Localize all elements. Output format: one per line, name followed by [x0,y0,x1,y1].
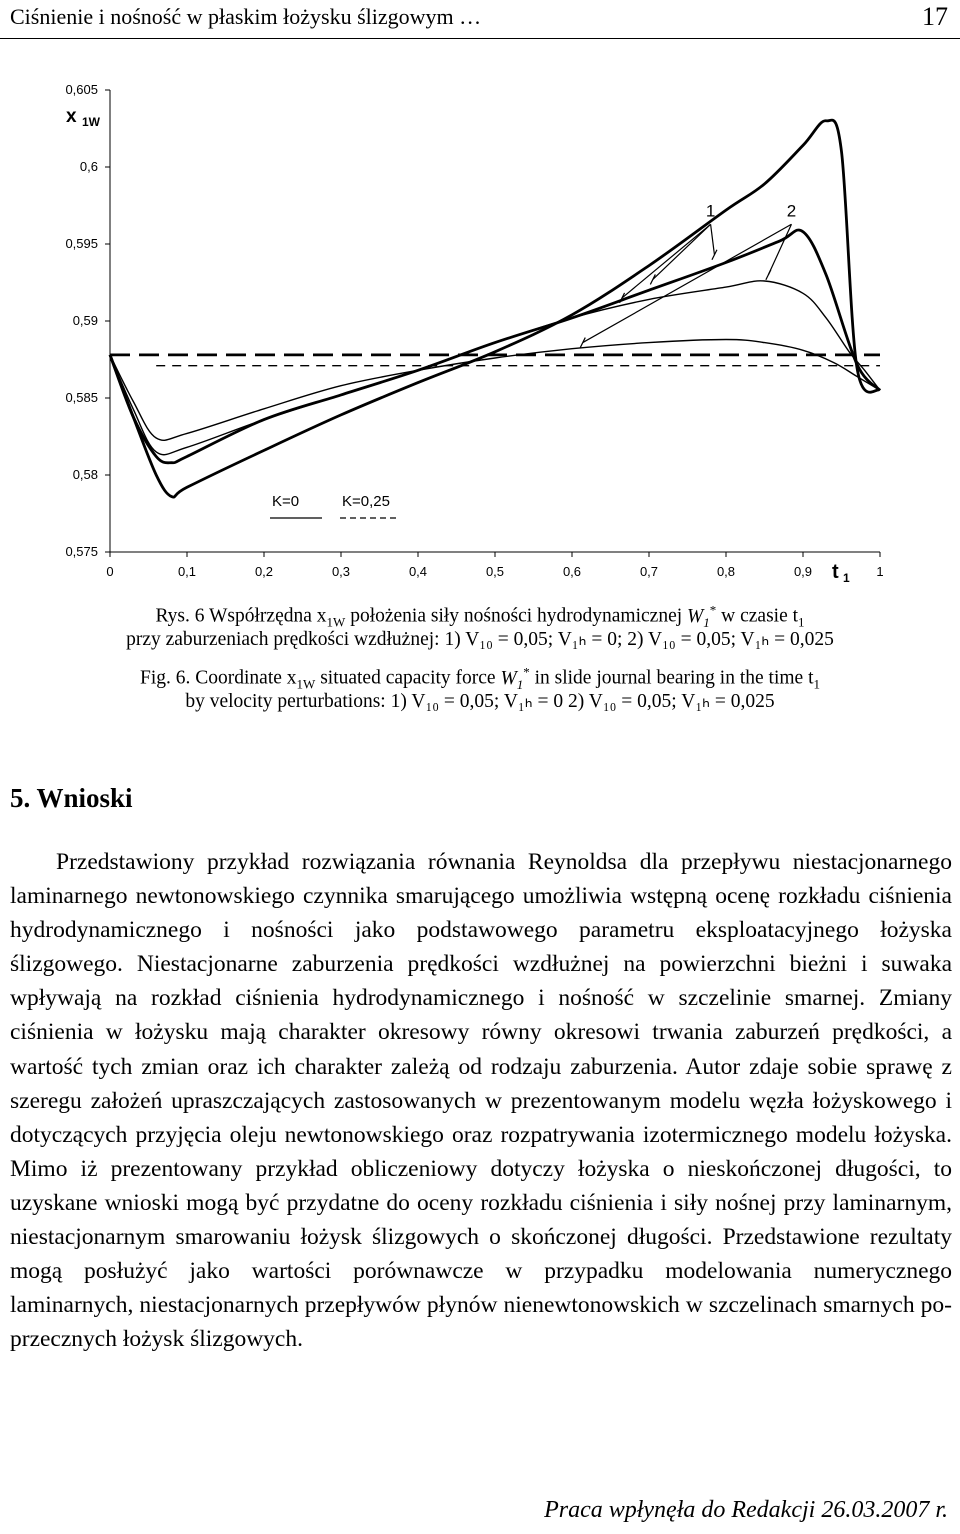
chart-leaders [580,224,791,347]
series-line-3 [110,281,880,455]
chart-labels [66,106,850,585]
caption-pl-sub: 1W [326,614,346,630]
series-line-1 [110,120,880,497]
x-tick-label: 0,2 [254,564,274,579]
x-tick-label: 0,9 [793,564,813,579]
caption-pl-text: Rys. 6 Współrzędna x [155,605,327,627]
force-symbol-sup: * [523,664,530,679]
x-tick-label: 0,3 [331,564,351,579]
leader-line [768,224,791,275]
caption-pl-line-2: przy zaburzeniach prędkości wzdłużnej: 1) V₁₀ = 0,05; V₁ₕ = 0; 2) V₁₀ = 0,05; V₁ₕ = 0,025 [126,629,834,650]
leader-line [583,224,792,342]
force-symbol-sub: 1 [516,676,524,692]
caption-pl-text: położenia siły nośności hydrodynamicznej [345,605,688,627]
y-axis-label: x [66,106,77,127]
x-tick-label: 0,4 [408,564,428,579]
y-tick-label: 0,6 [79,159,98,174]
caption-en-sub: 1 [813,676,820,692]
caption-en-text: situated capacity force [315,667,501,689]
caption-pl-sub: 1 [798,614,805,630]
section-heading: 5. Wnioski [10,783,133,813]
x-tick-label: 0,7 [639,564,659,579]
y-tick-label: 0,605 [65,82,98,97]
y-tick-label: 0,575 [65,544,98,559]
x-tick-label: 0,5 [485,564,505,579]
x-tick-label: 0 [106,564,114,579]
caption-en-text: in slide journal bearing in the time t [529,667,814,689]
force-symbol [687,602,717,630]
body-paragraph: Przedstawiony przykład rozwiązania równania Reynoldsa dla przepływu niestacjonarnego laminarnego newtonowskiego czynnika smarującego umożliwia wstępną ocenę rozkładu ciśnienia hydrodynamicznego i nośności jako podstawowego parametru eksploatacyjnego łożyska ślizgowego. Niestacjonarne zaburzenia prędkości wzdłużnej na powierzchni bieżni i suwaka wpływają na rozkład ciśnienia hydrodynamicznego i nośność w szczelinie smarnej. Zmiany ciśnienia w łożysku mają charakter okresowy równy okresowi trwania zaburzeń prędkości, a wartość tych zmian oraz ich charakter zależą od rodzaju zaburzenia. Autor zdaje sobie sprawę z szeregu założeń upraszczających zastosowanych w prezentowanym modelu węzła łożyskowego i dotyczących przyjęcia oleju newtonowskiego oraz rozpatrywania izotermicznego modelu łożyska. Mimo iż prezentowany przykład obliczeniowy dotyczy łożyska o nieskończonej długości, to uzyskane wnioski mogą być przydatne do oceny rozkładu ciśnienia i siły nośnej przy laminarnym, niestacjonarnym smarowaniu łożysk ślizgowych o skończonej długości. Przedstawione rezultaty mogą posłużyć jako wartości porównawcze w przypadku modelowania numerycznego laminarnych, niestacjonarnych przepływów płynów nienewtonowskich w szczelinach smarnych poprzecznych łożysk ślizgowych. [10,849,952,1353]
caption-en-text: Fig. 6. Coordinate x [139,667,297,689]
force-symbol-letter: W [500,667,517,689]
chart-series [110,120,880,497]
legend-label: K=0 [272,493,300,510]
force-symbol-letter: W [687,605,704,627]
curve-annotation-2: 2 [786,201,797,221]
leader-line [711,224,715,255]
leader-tick [766,270,771,280]
force-symbol-sub: 1 [703,614,710,630]
x-tick-label: 0,6 [562,564,582,579]
received-note: Praca wpłynęła do Redakcji 26.03.2007 r. [544,1497,948,1523]
x-tick-label: 0,1 [177,564,197,579]
y-tick-label: 0,585 [65,390,98,405]
y-axis-label-sub: 1W [82,115,100,129]
y-tick-label: 0,595 [65,236,98,251]
leader-line [622,224,711,298]
force-symbol-sup: * [709,602,717,617]
legend-label: K=0,25 [342,493,390,510]
page-number: 17 [922,2,948,31]
x-axis-label-sub: 1 [843,571,850,585]
header-rule [0,38,960,39]
chart [0,60,960,600]
leader-tick [580,338,585,348]
x-tick-label: 1 [876,564,884,579]
caption-pl-text: w czasie t [716,605,799,627]
series-line-2 [110,230,880,463]
page-header [0,0,960,40]
chart-axes [65,82,883,579]
force-symbol [500,664,530,692]
curve-annotation-1: 1 [705,201,716,221]
chart-legend [270,493,400,518]
x-tick-label: 0,8 [716,564,736,579]
y-tick-label: 0,58 [72,467,98,482]
leader-tick [650,274,655,284]
caption-en-sub: 1W [296,676,316,692]
caption-en-line-2: by velocity perturbations: 1) V₁₀ = 0,05; V₁ₕ = 0 2) V₁₀ = 0,05; V₁ₕ = 0,025 [185,691,775,712]
running-title: Ciśnienie i nośność w płaskim łożysku ślizgowym … [10,4,482,29]
x-axis-label: t [832,561,839,583]
y-tick-label: 0,59 [72,313,98,328]
